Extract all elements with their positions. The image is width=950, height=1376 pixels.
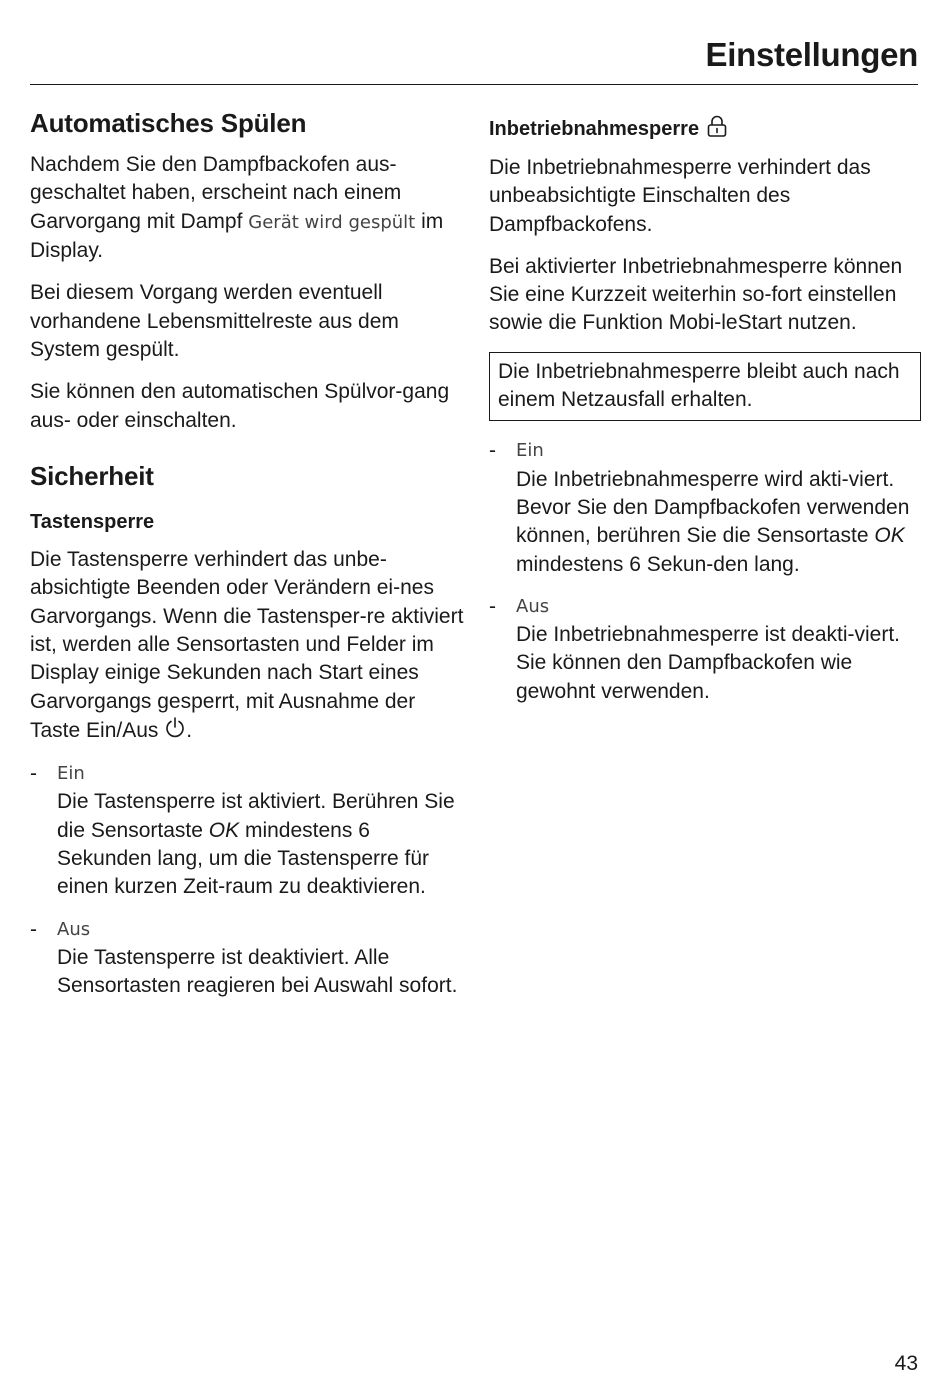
notice-box: Die Inbetriebnahmesperre bleibt auch nach einem Netzausfall erhalten. — [489, 352, 921, 422]
option-text: Die Inbetriebnahmesperre ist deakti-viert. Sie können den Dampfbackofen wie gewohnt verwenden. — [516, 623, 901, 703]
option-label-off: Aus — [516, 595, 550, 617]
list-dash: - — [489, 594, 496, 618]
list-item — [30, 916, 470, 1001]
option-text: Die Tastensperre ist deaktiviert. Alle Sensortasten reagieren bei Auswahl sofort. — [57, 945, 458, 998]
paragraph: Die Tastensperre verhindert das unbe-absichtigte Beenden oder Verändern ei-nes Garvorgangs. Wenn die Tastensper-re aktiviert ist, werden alle Sensortasten und Felder im Display einige Sekunden nach Start eines Garvorgangs gesperrt, mit Ausnahme der Taste Ein/Aus . — [30, 546, 470, 748]
paragraph — [30, 151, 470, 265]
paragraph: Die Inbetriebnahmesperre verhindert das unbeabsichtigte Einschalten des Dampfbackofens. — [489, 156, 871, 236]
key-name: OK — [208, 818, 240, 842]
section-heading-safety: Sicherheit — [30, 460, 154, 491]
page-title: Einstellungen — [705, 36, 918, 73]
option-text — [516, 466, 929, 579]
right-column — [489, 108, 929, 720]
option-label-on: Ein — [57, 763, 85, 785]
page-number: 43 — [894, 1352, 918, 1375]
text: Die Tastensperre ist aktiviert. Berühren Sie die Sensortaste — [57, 790, 455, 842]
text: Nachdem Sie den Dampfbackofen aus-geschaltet haben, erscheint nach einem Garvorgang mit Dampf — [30, 153, 402, 233]
page-header — [30, 36, 918, 85]
left-column — [30, 108, 470, 1015]
text: im Display. — [30, 209, 444, 263]
display-message: Gerät wird gespült — [248, 211, 416, 233]
option-label-off: Aus — [57, 918, 91, 940]
list-item — [489, 437, 929, 578]
list-item — [30, 760, 470, 901]
paragraph: Bei aktivierter Inbetriebnahmesperre können Sie eine Kurzzeit weiterhin so-fort einstellen sowie die Funktion Mobi-leStart nutzen. — [489, 254, 903, 335]
list-dash: - — [30, 762, 37, 786]
subheading-text: Inbetriebnahmesperre — [489, 118, 700, 140]
list-dash: - — [30, 917, 37, 941]
option-label-on: Ein — [516, 440, 544, 462]
paragraph: Sie können den automatischen Spülvor-gang aus- oder einschalten. — [30, 380, 450, 432]
text: Die Inbetriebnahmesperre wird akti-viert. Bevor Sie den Dampfbackofen verwenden können, berühren Sie die Sensortaste — [516, 467, 910, 548]
key-name: OK — [874, 524, 905, 548]
section-heading-automatic-rinse: Automatisches Spülen — [30, 108, 307, 138]
list-item — [489, 593, 929, 706]
text: mindestens 6 Sekunden lang, um die Tastensperre für einen kurzen Zeit-raum zu deaktivieren. — [57, 818, 430, 899]
text: Die Tastensperre verhindert das unbe-absichtigte Beenden oder Verändern ei-nes Garvorgangs. Wenn die Tastensper-re aktiviert ist, werden alle Sensortasten und Felder im Display einige Sekunden nach Start eines Garvorgangs gesperrt, mit Ausnahme der Taste Ein/Aus — [30, 548, 464, 742]
lock-icon — [705, 114, 729, 144]
subheading-key-lock: Tastensperre — [30, 511, 155, 534]
subheading-system-lock — [489, 114, 929, 144]
text: mindestens 6 Sekun-den lang. — [516, 552, 800, 576]
paragraph: Bei diesem Vorgang werden eventuell vorhandene Lebensmittelreste aus dem System gespült. — [30, 281, 399, 361]
list-dash: - — [489, 439, 496, 463]
power-icon — [164, 716, 186, 748]
option-text — [57, 788, 470, 901]
